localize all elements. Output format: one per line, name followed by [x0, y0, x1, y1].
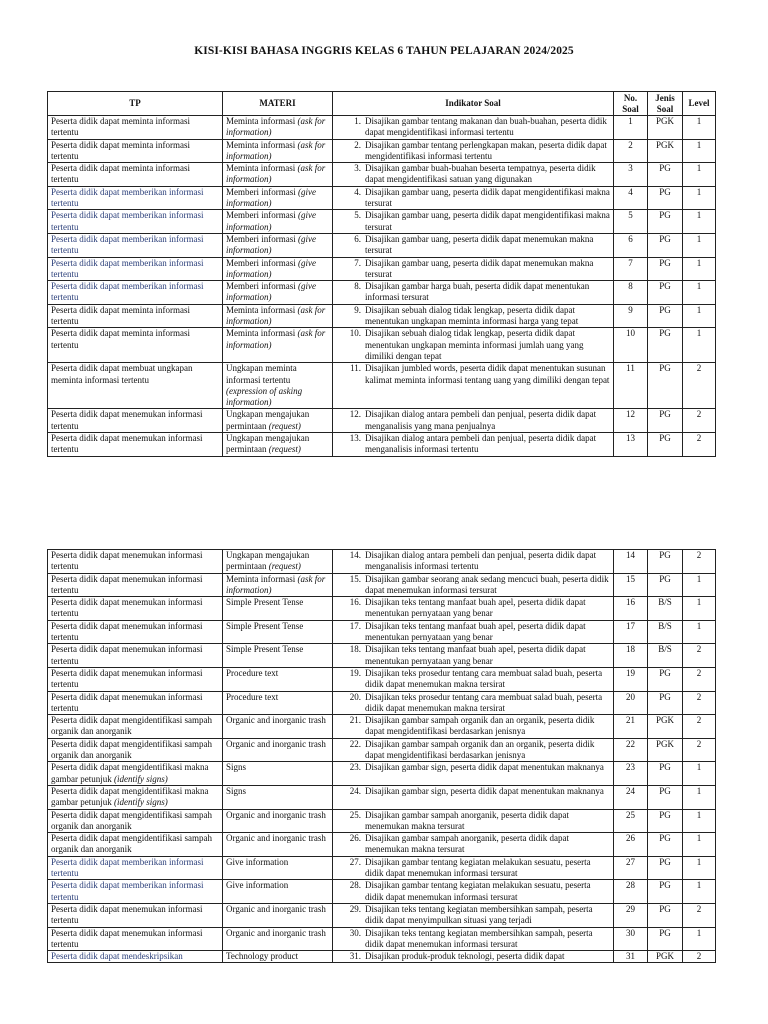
- indikator-cell: 13. Disajikan dialog antara pembeli dan penjual, peserta didik dapat menganalisis informasi tertentu: [333, 433, 614, 457]
- table-row: [48, 856, 716, 880]
- level-cell: 1: [683, 762, 716, 786]
- no-soal-cell: 31: [614, 951, 648, 963]
- tp-cell: Peserta didik dapat mengidentifikasi makna gambar petunjuk (identify signs): [48, 785, 223, 809]
- jenis-soal-cell: PGK: [648, 116, 683, 140]
- level-cell: 1: [683, 281, 716, 305]
- table-row: [48, 951, 716, 963]
- materi-cell: Meminta informasi (ask for information): [223, 139, 333, 163]
- no-soal-cell: 30: [614, 927, 648, 951]
- no-soal-cell: 10: [614, 328, 648, 363]
- tp-cell: Peserta didik dapat menemukan informasi tertentu: [48, 620, 223, 644]
- level-cell: 1: [683, 620, 716, 644]
- table-row: [48, 927, 716, 951]
- materi-cell: Signs: [223, 785, 333, 809]
- indikator-cell: 24. Disajikan gambar sign, peserta didik dapat menentukan maknanya: [333, 785, 614, 809]
- header-materi: MATERI: [223, 92, 333, 116]
- materi-cell: Technology product: [223, 951, 333, 963]
- table-row: [48, 620, 716, 644]
- indikator-cell: 26. Disajikan gambar sampah anorganik, peserta didik dapat menemukan makna tersurat: [333, 833, 614, 857]
- level-cell: 1: [683, 257, 716, 281]
- tp-cell: Peserta didik dapat menemukan informasi tertentu: [48, 644, 223, 668]
- tp-cell: Peserta didik dapat memberikan informasi tertentu: [48, 186, 223, 210]
- no-soal-cell: 7: [614, 257, 648, 281]
- jenis-soal-cell: PG: [648, 257, 683, 281]
- indikator-cell: 3. Disajikan gambar buah-buahan beserta tempatnya, peserta didik dapat mengidentifikasi satuan yang digunakan: [333, 163, 614, 187]
- indikator-cell: 12. Disajikan dialog antara pembeli dan penjual, peserta didik dapat menganalisis yang mana penjualnya: [333, 409, 614, 433]
- materi-cell: Organic and inorganic trash: [223, 715, 333, 739]
- table-row: [48, 833, 716, 857]
- jenis-soal-cell: PG: [648, 762, 683, 786]
- indikator-cell: 29. Disajikan teks tentang kegiatan membersihkan sampah, peserta didik dapat menyimpulkan situasi yang terjadi: [333, 903, 614, 927]
- indikator-cell: 18. Disajikan teks tentang manfaat buah apel, peserta didik dapat menentukan pernyataan yang benar: [333, 644, 614, 668]
- tp-cell: Peserta didik dapat mengidentifikasi sampah organik dan anorganik: [48, 833, 223, 857]
- table-row: [48, 667, 716, 691]
- table-row: [48, 715, 716, 739]
- table-row: [48, 257, 716, 281]
- indikator-cell: 6. Disajikan gambar uang, peserta didik dapat menemukan makna tersurat: [333, 233, 614, 257]
- level-cell: 2: [683, 363, 716, 409]
- tp-cell: Peserta didik dapat menemukan informasi tertentu: [48, 573, 223, 597]
- materi-cell: Organic and inorganic trash: [223, 927, 333, 951]
- tp-cell: Peserta didik dapat meminta informasi tertentu: [48, 139, 223, 163]
- table-row: [48, 738, 716, 762]
- materi-cell: Simple Present Tense: [223, 620, 333, 644]
- materi-cell: Meminta informasi (ask for information): [223, 116, 333, 140]
- level-cell: 2: [683, 715, 716, 739]
- materi-cell: Organic and inorganic trash: [223, 738, 333, 762]
- header-tp: TP: [48, 92, 223, 116]
- materi-cell: Procedure text: [223, 691, 333, 715]
- tp-cell: Peserta didik dapat memberikan informasi tertentu: [48, 210, 223, 234]
- level-cell: 1: [683, 233, 716, 257]
- no-soal-cell: 13: [614, 433, 648, 457]
- tp-cell: Peserta didik dapat meminta informasi tertentu: [48, 163, 223, 187]
- jenis-soal-cell: PG: [648, 233, 683, 257]
- indikator-cell: 11. Disajikan jumbled words, peserta didik dapat menentukan susunan kalimat meminta informasi tentang uang yang dimiliki dengan tepat: [333, 363, 614, 409]
- no-soal-cell: 5: [614, 210, 648, 234]
- indikator-cell: 4. Disajikan gambar uang, peserta didik dapat mengidentifikasi makna tersurat: [333, 186, 614, 210]
- level-cell: 1: [683, 573, 716, 597]
- table-row: [48, 139, 716, 163]
- materi-cell: Ungkapan meminta informasi tertentu (expression of asking information): [223, 363, 333, 409]
- table-row: [48, 281, 716, 305]
- table-row: [48, 762, 716, 786]
- tp-cell: Peserta didik dapat mendeskripsikan: [48, 951, 223, 963]
- jenis-soal-cell: PG: [648, 785, 683, 809]
- materi-cell: Organic and inorganic trash: [223, 809, 333, 833]
- tp-cell: Peserta didik dapat meminta informasi tertentu: [48, 304, 223, 328]
- jenis-soal-cell: PG: [648, 163, 683, 187]
- table-row: [48, 433, 716, 457]
- no-soal-cell: 16: [614, 597, 648, 621]
- indikator-cell: 22. Disajikan gambar sampah organik dan an organik, peserta didik dapat mengidentifikasi berdasarkan jenisnya: [333, 738, 614, 762]
- jenis-soal-cell: PGK: [648, 139, 683, 163]
- header-no-soal: No. Soal: [614, 92, 648, 116]
- level-cell: 2: [683, 550, 716, 574]
- table-row: [48, 809, 716, 833]
- jenis-soal-cell: PG: [648, 927, 683, 951]
- tp-cell: Peserta didik dapat mengidentifikasi makna gambar petunjuk (identify signs): [48, 762, 223, 786]
- no-soal-cell: 28: [614, 880, 648, 904]
- grid-table-page-2: [47, 549, 716, 963]
- tp-cell: Peserta didik dapat meminta informasi tertentu: [48, 328, 223, 363]
- no-soal-cell: 11: [614, 363, 648, 409]
- tp-cell: Peserta didik dapat mengidentifikasi sampah organik dan anorganik: [48, 715, 223, 739]
- level-cell: 1: [683, 163, 716, 187]
- tp-cell: Peserta didik dapat memberikan informasi tertentu: [48, 856, 223, 880]
- materi-cell: Memberi informasi (give information): [223, 233, 333, 257]
- level-cell: 1: [683, 210, 716, 234]
- no-soal-cell: 22: [614, 738, 648, 762]
- level-cell: 1: [683, 785, 716, 809]
- indikator-cell: 2. Disajikan gambar tentang perlengkapan makan, peserta didik dapat mengidentifikasi informasi tertentu: [333, 139, 614, 163]
- jenis-soal-cell: PG: [648, 880, 683, 904]
- level-cell: 2: [683, 691, 716, 715]
- jenis-soal-cell: PG: [648, 186, 683, 210]
- table-row: [48, 304, 716, 328]
- no-soal-cell: 21: [614, 715, 648, 739]
- level-cell: 1: [683, 597, 716, 621]
- tp-cell: Peserta didik dapat membuat ungkapan meminta informasi tertentu: [48, 363, 223, 409]
- grid-table-page-1: [47, 91, 716, 457]
- materi-cell: Memberi informasi (give information): [223, 186, 333, 210]
- jenis-soal-cell: PG: [648, 903, 683, 927]
- jenis-soal-cell: PG: [648, 550, 683, 574]
- materi-cell: Meminta informasi (ask for information): [223, 163, 333, 187]
- indikator-cell: 16. Disajikan teks tentang manfaat buah apel, peserta didik dapat menentukan pernyataan yang benar: [333, 597, 614, 621]
- materi-cell: Meminta informasi (ask for information): [223, 304, 333, 328]
- jenis-soal-cell: PG: [648, 409, 683, 433]
- tp-cell: Peserta didik dapat memberikan informasi tertentu: [48, 257, 223, 281]
- indikator-cell: 28. Disajikan gambar tentang kegiatan melakukan sesuatu, peserta didik dapat menemukan informasi tersurat: [333, 880, 614, 904]
- tp-cell: Peserta didik dapat memberikan informasi tertentu: [48, 880, 223, 904]
- level-cell: 1: [683, 833, 716, 857]
- tp-cell: Peserta didik dapat meminta informasi tertentu: [48, 116, 223, 140]
- table-row: [48, 597, 716, 621]
- indikator-cell: 17. Disajikan teks tentang manfaat buah apel, peserta didik dapat menentukan pernyataan yang benar: [333, 620, 614, 644]
- tp-cell: Peserta didik dapat menemukan informasi tertentu: [48, 433, 223, 457]
- table-row: [48, 880, 716, 904]
- materi-cell: Memberi informasi (give information): [223, 281, 333, 305]
- header-level: Level: [683, 92, 716, 116]
- materi-cell: Meminta informasi (ask for information): [223, 328, 333, 363]
- indikator-cell: 21. Disajikan gambar sampah organik dan an organik, peserta didik dapat mengidentifikasi berdasarkan jenisnya: [333, 715, 614, 739]
- jenis-soal-cell: PG: [648, 809, 683, 833]
- no-soal-cell: 8: [614, 281, 648, 305]
- jenis-soal-cell: PGK: [648, 738, 683, 762]
- tp-cell: Peserta didik dapat memberikan informasi tertentu: [48, 233, 223, 257]
- tp-cell: Peserta didik dapat menemukan informasi tertentu: [48, 409, 223, 433]
- tp-cell: Peserta didik dapat menemukan informasi tertentu: [48, 691, 223, 715]
- no-soal-cell: 19: [614, 667, 648, 691]
- level-cell: 2: [683, 951, 716, 963]
- level-cell: 2: [683, 903, 716, 927]
- jenis-soal-cell: PG: [648, 833, 683, 857]
- materi-cell: Procedure text: [223, 667, 333, 691]
- tp-cell: Peserta didik dapat mengidentifikasi sampah organik dan anorganik: [48, 809, 223, 833]
- materi-cell: Signs: [223, 762, 333, 786]
- header-row: [48, 92, 716, 116]
- indikator-cell: 15. Disajikan gambar seorang anak sedang mencuci buah, peserta didik dapat menemukan informasi tersurat: [333, 573, 614, 597]
- no-soal-cell: 15: [614, 573, 648, 597]
- table-body-2: [48, 550, 716, 963]
- jenis-soal-cell: PG: [648, 433, 683, 457]
- table-row: [48, 328, 716, 363]
- jenis-soal-cell: PG: [648, 328, 683, 363]
- indikator-cell: 25. Disajikan gambar sampah anorganik, peserta didik dapat menemukan makna tersurat: [333, 809, 614, 833]
- jenis-soal-cell: PG: [648, 304, 683, 328]
- level-cell: 2: [683, 667, 716, 691]
- level-cell: 1: [683, 880, 716, 904]
- indikator-cell: 23. Disajikan gambar sign, peserta didik dapat menentukan maknanya: [333, 762, 614, 786]
- header-jenis-soal: Jenis Soal: [648, 92, 683, 116]
- jenis-soal-cell: PG: [648, 691, 683, 715]
- materi-cell: Meminta informasi (ask for information): [223, 573, 333, 597]
- no-soal-cell: 12: [614, 409, 648, 433]
- header-indikator: Indikator Soal: [333, 92, 614, 116]
- table-row: [48, 573, 716, 597]
- table-row: [48, 903, 716, 927]
- no-soal-cell: 1: [614, 116, 648, 140]
- jenis-soal-cell: PG: [648, 573, 683, 597]
- jenis-soal-cell: B/S: [648, 620, 683, 644]
- indikator-cell: 27. Disajikan gambar tentang kegiatan melakukan sesuatu, peserta didik dapat menemukan informasi tersurat: [333, 856, 614, 880]
- table-row: [48, 363, 716, 409]
- indikator-cell: 19. Disajikan teks prosedur tentang cara membuat salad buah, peserta didik dapat menemukan makna tersirat: [333, 667, 614, 691]
- materi-cell: Simple Present Tense: [223, 644, 333, 668]
- indikator-cell: 1. Disajikan gambar tentang makanan dan buah-buahan, peserta didik dapat mengidentifikasi informasi tertentu: [333, 116, 614, 140]
- materi-cell: Organic and inorganic trash: [223, 903, 333, 927]
- page-title: KISI-KISI BAHASA INGGRIS KELAS 6 TAHUN PELAJARAN 2024/2025: [194, 45, 574, 57]
- jenis-soal-cell: PG: [648, 667, 683, 691]
- indikator-cell: 10. Disajikan sebuah dialog tidak lengkap, peserta didik dapat menentukan ungkapan meminta informasi jumlah uang yang dimiliki dengan tepat: [333, 328, 614, 363]
- table-row: [48, 550, 716, 574]
- indikator-cell: 31. Disajikan produk-produk teknologi, peserta didik dapat: [333, 951, 614, 963]
- materi-cell: Give information: [223, 856, 333, 880]
- jenis-soal-cell: PGK: [648, 951, 683, 963]
- tp-cell: Peserta didik dapat menemukan informasi tertentu: [48, 903, 223, 927]
- materi-cell: Give information: [223, 880, 333, 904]
- indikator-cell: 8. Disajikan gambar harga buah, peserta didik dapat menentukan informasi tersurat: [333, 281, 614, 305]
- table-row: [48, 233, 716, 257]
- level-cell: 1: [683, 856, 716, 880]
- jenis-soal-cell: B/S: [648, 597, 683, 621]
- tp-cell: Peserta didik dapat menemukan informasi tertentu: [48, 550, 223, 574]
- jenis-soal-cell: PG: [648, 363, 683, 409]
- indikator-cell: 7. Disajikan gambar uang, peserta didik dapat menemukan makna tersurat: [333, 257, 614, 281]
- no-soal-cell: 9: [614, 304, 648, 328]
- level-cell: 1: [683, 304, 716, 328]
- level-cell: 2: [683, 644, 716, 668]
- no-soal-cell: 4: [614, 186, 648, 210]
- level-cell: 2: [683, 738, 716, 762]
- tp-cell: Peserta didik dapat menemukan informasi tertentu: [48, 927, 223, 951]
- materi-cell: Memberi informasi (give information): [223, 257, 333, 281]
- indikator-cell: 30. Disajikan teks tentang kegiatan membersihkan sampah, peserta didik dapat menemukan informasi tersurat: [333, 927, 614, 951]
- jenis-soal-cell: PG: [648, 856, 683, 880]
- table-row: [48, 409, 716, 433]
- tp-cell: Peserta didik dapat memberikan informasi tertentu: [48, 281, 223, 305]
- indikator-cell: 9. Disajikan sebuah dialog tidak lengkap, peserta didik dapat menentukan ungkapan meminta informasi harga yang tepat: [333, 304, 614, 328]
- no-soal-cell: 20: [614, 691, 648, 715]
- materi-cell: Organic and inorganic trash: [223, 833, 333, 857]
- no-soal-cell: 17: [614, 620, 648, 644]
- level-cell: 1: [683, 927, 716, 951]
- materi-cell: Simple Present Tense: [223, 597, 333, 621]
- no-soal-cell: 23: [614, 762, 648, 786]
- table-row: [48, 691, 716, 715]
- indikator-cell: 14. Disajikan dialog antara pembeli dan penjual, peserta didik dapat menganalisis informasi tertentu: [333, 550, 614, 574]
- no-soal-cell: 18: [614, 644, 648, 668]
- level-cell: 1: [683, 809, 716, 833]
- indikator-cell: 20. Disajikan teks prosedur tentang cara membuat salad buah, peserta didik dapat menemukan makna tersirat: [333, 691, 614, 715]
- level-cell: 1: [683, 186, 716, 210]
- jenis-soal-cell: PGK: [648, 715, 683, 739]
- no-soal-cell: 29: [614, 903, 648, 927]
- table-row: [48, 785, 716, 809]
- table-body-1: [48, 116, 716, 457]
- indikator-cell: 5. Disajikan gambar uang, peserta didik dapat mengidentifikasi makna tersurat: [333, 210, 614, 234]
- no-soal-cell: 3: [614, 163, 648, 187]
- no-soal-cell: 2: [614, 139, 648, 163]
- materi-cell: Ungkapan mengajukan permintaan (request): [223, 550, 333, 574]
- materi-cell: Ungkapan mengajukan permintaan (request): [223, 433, 333, 457]
- no-soal-cell: 24: [614, 785, 648, 809]
- table-row: [48, 116, 716, 140]
- materi-cell: Memberi informasi (give information): [223, 210, 333, 234]
- table-row: [48, 186, 716, 210]
- jenis-soal-cell: PG: [648, 281, 683, 305]
- no-soal-cell: 25: [614, 809, 648, 833]
- no-soal-cell: 26: [614, 833, 648, 857]
- no-soal-cell: 6: [614, 233, 648, 257]
- no-soal-cell: 27: [614, 856, 648, 880]
- materi-cell: Ungkapan mengajukan permintaan (request): [223, 409, 333, 433]
- no-soal-cell: 14: [614, 550, 648, 574]
- jenis-soal-cell: B/S: [648, 644, 683, 668]
- table-row: [48, 210, 716, 234]
- level-cell: 1: [683, 116, 716, 140]
- table-row: [48, 644, 716, 668]
- tp-cell: Peserta didik dapat mengidentifikasi sampah organik dan anorganik: [48, 738, 223, 762]
- level-cell: 1: [683, 139, 716, 163]
- level-cell: 2: [683, 433, 716, 457]
- jenis-soal-cell: PG: [648, 210, 683, 234]
- tp-cell: Peserta didik dapat menemukan informasi tertentu: [48, 597, 223, 621]
- level-cell: 2: [683, 409, 716, 433]
- level-cell: 1: [683, 328, 716, 363]
- tp-cell: Peserta didik dapat menemukan informasi tertentu: [48, 667, 223, 691]
- table-row: [48, 163, 716, 187]
